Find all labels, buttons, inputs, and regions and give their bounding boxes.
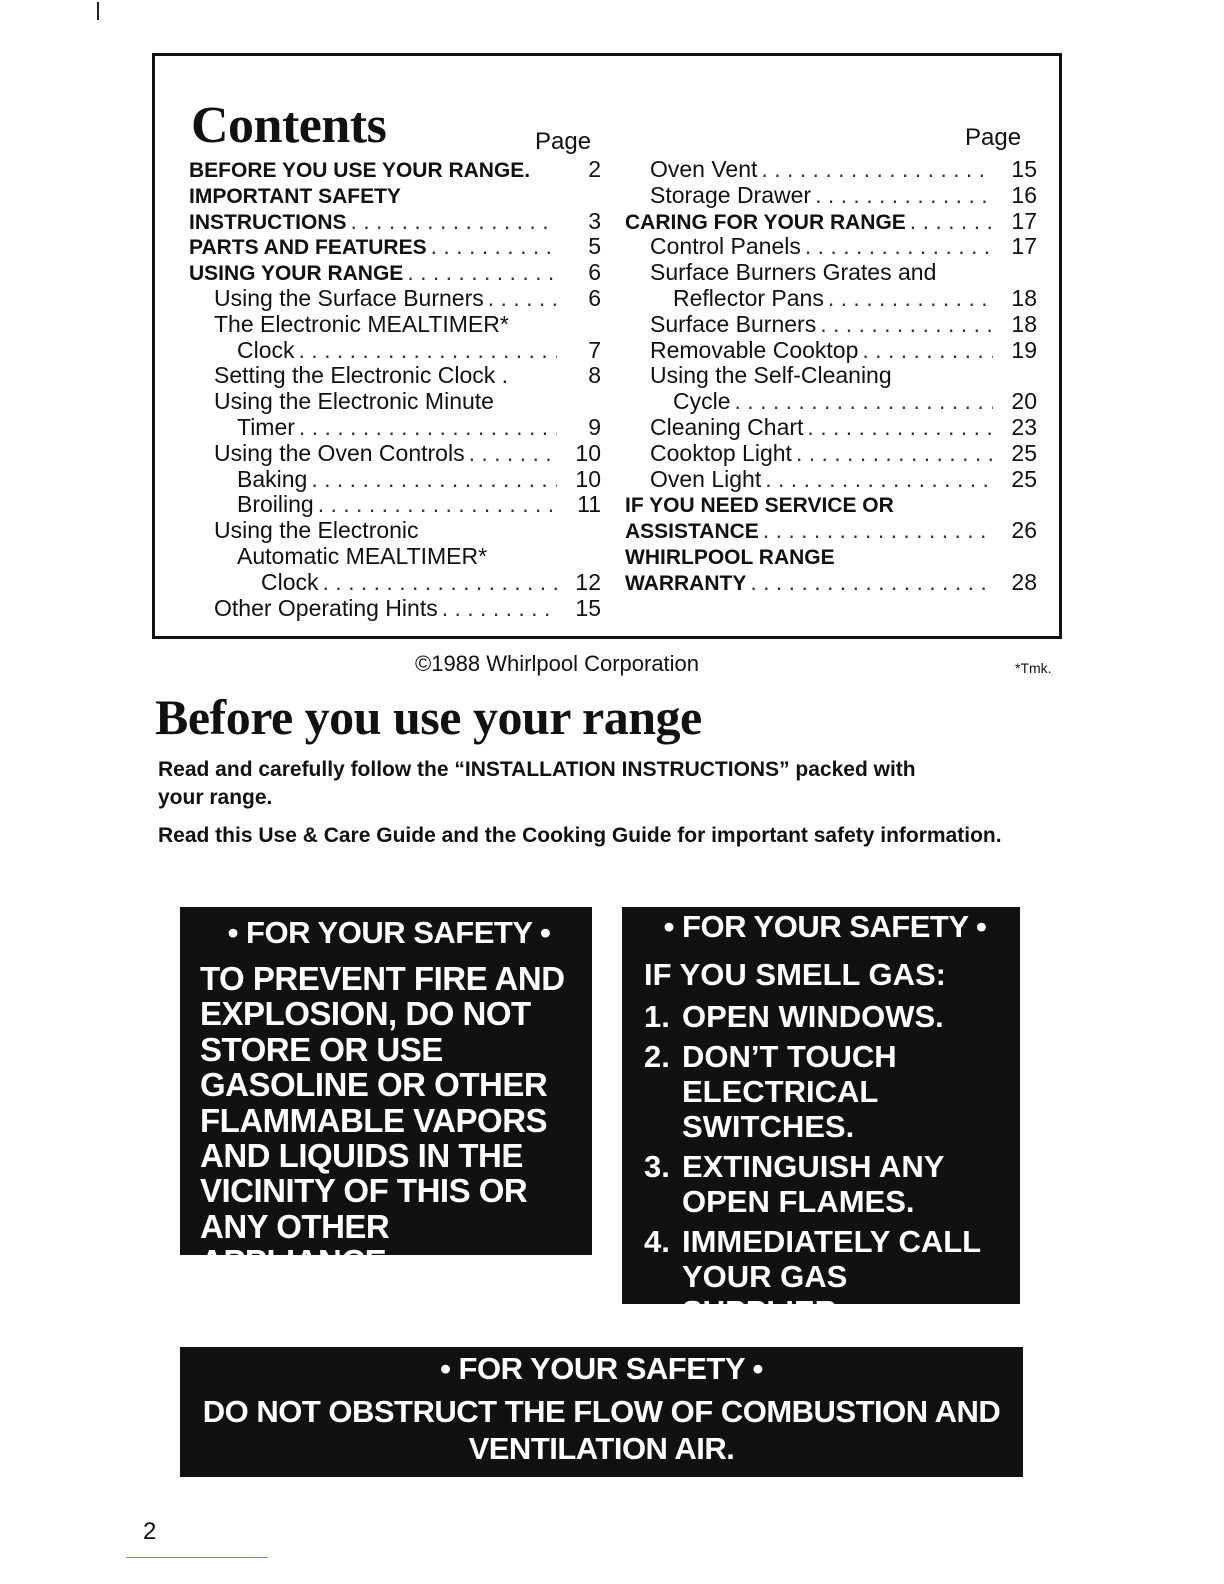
gas-step-number: 2. [644,1039,670,1074]
toc-entry-label: Broiling [237,491,314,518]
gas-step-number: 4. [644,1224,670,1259]
section-heading: Before you use your range [155,689,702,745]
trademark-note: *Tmk. [1015,660,1052,676]
toc-entry-page: 15 [1011,156,1037,182]
toc-entry [189,337,601,363]
toc-leader-dots [311,466,557,493]
toc-entry [189,233,601,259]
gas-step-text: DON’T TOUCH ELECTRICAL SWITCHES. [682,1039,897,1144]
toc-entry-label: Using the Electronic Minute [214,388,494,415]
toc-entry [189,362,601,388]
toc-entry-label: WHIRLPOOL RANGE [625,545,835,569]
toc-leader-dots [488,285,557,312]
toc-entry [625,466,1037,492]
toc-entry-label: Timer [237,413,295,440]
toc-leader-dots [299,337,557,364]
safety-box-header: • FOR YOUR SAFETY • [663,909,987,944]
toc-entry-page: 11 [577,491,601,518]
toc-leader-dots [820,311,993,338]
toc-entry-page: 9 [588,413,601,440]
toc-entry [189,388,601,414]
toc-leader-dots [351,208,558,235]
toc-entry [189,543,601,569]
gas-step [644,1149,1006,1219]
toc-entry-label: Control Panels [650,233,801,260]
toc-entry-label: Other Operating Hints [214,594,438,621]
toc-entry-page: 18 [1011,310,1037,337]
toc-leader-dots [750,569,993,596]
toc-entry [189,466,601,492]
toc-entry-label: USING YOUR RANGE [189,262,404,286]
toc-entry [625,208,1037,234]
toc-entry-page: 25 [1011,465,1037,492]
safety-box-body: TO PREVENT FIRE AND EXPLOSION, DO NOT STORE OR USE GASOLINE OR OTHER FLAMMABLE VAPORS AND LIQUIDS IN THE VICINITY OF THIS OR ANY OTHER APPLIANCE. [200,960,565,1281]
toc-entry-label: Using the Surface Burners [214,284,484,311]
toc-entry-page: 17 [1011,207,1037,234]
toc-entry-label: Oven Vent [650,156,758,182]
safety-box-header: • FOR YOUR SAFETY • [227,915,551,950]
toc-entry [189,208,601,234]
toc-entry [189,491,601,517]
toc-entry [625,362,1037,388]
toc-entry [189,569,601,595]
contents-title: Contents [191,97,387,154]
page-column-header-right: Page [965,124,1022,151]
toc-entry [189,595,601,621]
gas-step [644,999,1006,1034]
toc-entry-page: 10 [575,465,601,492]
margin-mark [97,2,99,20]
toc-entry-label: Baking [237,465,308,492]
toc-entry-label: PARTS AND FEATURES [189,236,427,260]
intro-installation: Read and carefully follow the “INSTALLATION INSTRUCTIONS” packed with your range. [158,758,916,809]
toc-leader-dots [796,440,993,467]
page-column-header-left: Page [535,128,592,155]
toc-entry-label: ASSISTANCE [625,520,759,544]
toc-leader-dots [318,491,557,518]
toc-entry-label: BEFORE YOU USE YOUR RANGE. [189,159,531,182]
toc-entry-page: 20 [1011,388,1037,415]
toc-entry-label: Automatic MEALTIMER* [237,542,488,569]
toc-entry-page: 6 [588,259,601,286]
gas-step [644,1039,1006,1144]
toc-entry-label: WARRANTY [625,571,747,595]
toc-leader-dots [469,440,557,467]
toc-entry-page: 8 [588,362,601,389]
toc-entry-label: Surface Burners [650,310,817,337]
toc-leader-dots [407,259,557,286]
toc-entry [625,182,1037,208]
toc-leader-dots [807,414,993,441]
contents-left-column [189,156,601,620]
toc-entry [189,517,601,543]
toc-entry-page: 19 [1011,336,1037,363]
toc-entry-label: Cycle [673,388,731,415]
toc-entry-label: IMPORTANT SAFETY [189,184,401,208]
toc-entry-page: 10 [575,439,601,466]
toc-entry-label: Cooktop Light [650,439,792,466]
toc-entry [625,414,1037,440]
contents-box [152,53,1062,639]
toc-entry-label: Using the Electronic [214,517,419,544]
toc-entry-label: Clock [261,568,319,595]
copyright-notice: ©1988 Whirlpool Corporation [415,651,700,676]
toc-leader-dots [761,156,993,183]
toc-entry-page: 28 [1011,568,1037,595]
toc-entry [189,311,601,337]
contents-right-column [625,156,1037,595]
page-number: 2 [143,1518,157,1545]
toc-leader-dots [805,233,993,260]
toc-entry [625,517,1037,543]
toc-entry-page: 16 [1011,181,1037,208]
gas-step-number: 1. [644,999,670,1034]
gas-step-text: IMMEDIATELY CALL YOUR GAS SUPPLIER. [682,1224,981,1329]
footer-rule [126,1557,268,1558]
toc-entry [625,388,1037,414]
toc-leader-dots [815,182,993,209]
toc-entry-page: 2 [588,156,601,182]
toc-entry [189,156,601,182]
gas-steps-list [644,999,1006,1329]
toc-entry-page: 18 [1011,284,1037,311]
toc-leader-dots [735,388,993,415]
safety-box-header: • FOR YOUR SAFETY • [440,1351,763,1386]
gas-step-text: OPEN WINDOWS. [682,999,944,1034]
toc-entry-label: Clock [237,336,295,363]
toc-entry-page: 23 [1011,413,1037,440]
toc-entry-label: CARING FOR YOUR RANGE [625,210,906,234]
toc-entry [625,156,1037,182]
safety-box-body: DO NOT OBSTRUCT THE FLOW OF COMBUSTION AND VENTILATION AIR. [202,1394,1001,1466]
toc-leader-dots [299,414,557,441]
toc-entry-label: Surface Burners Grates and [650,259,937,286]
toc-entry-label: The Electronic MEALTIMER* [214,310,509,337]
toc-entry-page: 6 [588,284,601,311]
toc-entry-label: INSTRUCTIONS [189,210,347,234]
gas-step [644,1224,1006,1329]
toc-entry-page: 5 [588,233,601,260]
toc-entry [189,182,601,208]
toc-leader-dots [431,233,557,260]
toc-entry [625,311,1037,337]
toc-entry-label: Using the Oven Controls [214,439,465,466]
toc-entry-page: 26 [1011,517,1037,544]
toc-entry [625,440,1037,466]
toc-entry-label: Reflector Pans [673,284,824,311]
toc-leader-dots [442,595,557,622]
toc-entry [189,285,601,311]
toc-entry-label: Oven Light [650,465,762,492]
toc-entry [625,259,1037,285]
toc-entry [189,440,601,466]
toc-leader-dots [828,285,993,312]
toc-entry-label: Removable Cooktop [650,336,859,363]
toc-entry-label: Setting the Electronic Clock . [214,362,509,389]
toc-leader-dots [765,466,993,493]
toc-entry-label: Using the Self-Cleaning [650,362,892,389]
toc-entry-label: Storage Drawer [650,181,812,208]
toc-entry [189,259,601,285]
toc-leader-dots [323,569,557,596]
safety-box-fire [180,907,592,1281]
toc-entry-page: 3 [588,207,601,234]
toc-entry-label: Cleaning Chart [650,413,804,440]
toc-leader-dots [910,208,993,235]
toc-entry-page: 25 [1011,439,1037,466]
toc-entry [625,233,1037,259]
gas-lead: IF YOU SMELL GAS: [644,957,946,992]
toc-entry [625,337,1037,363]
gas-step-text: EXTINGUISH ANY OPEN FLAMES. [682,1149,944,1219]
toc-entry-page: 15 [575,594,601,621]
toc-entry-page: 17 [1011,233,1037,260]
toc-leader-dots [763,517,993,544]
toc-entry-page: 7 [588,336,601,363]
toc-entry-label: IF YOU NEED SERVICE OR [625,494,894,518]
toc-entry-page: 12 [575,568,601,595]
toc-entry [189,414,601,440]
safety-box-gas [622,907,1020,1329]
intro-use-care: Read this Use & Care Guide and the Cooking Guide for important safety information. [158,824,1002,847]
safety-box-ventilation [180,1347,1023,1477]
toc-entry [625,543,1037,569]
toc-leader-dots [862,337,993,364]
toc-entry [625,285,1037,311]
toc-entry [625,569,1037,595]
gas-step-number: 3. [644,1149,670,1184]
toc-entry [625,491,1037,517]
